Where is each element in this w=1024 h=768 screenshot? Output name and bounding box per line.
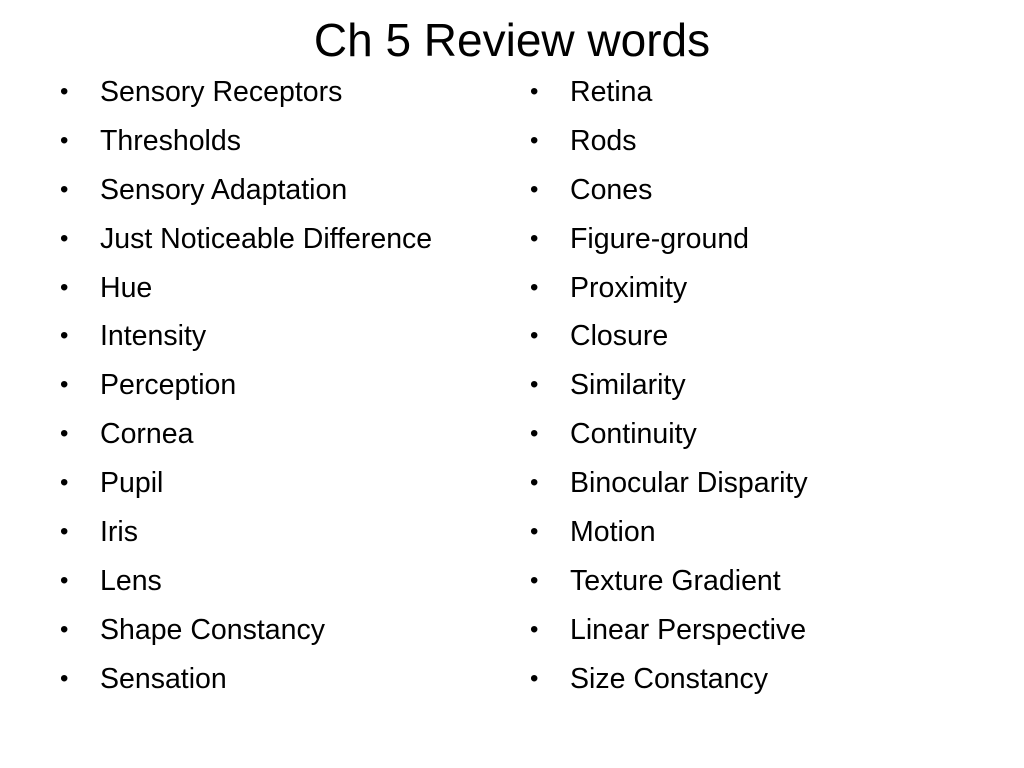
list-item-label: Sensation [100,662,227,695]
bullet-icon: • [60,322,69,350]
bullet-icon: • [530,371,539,399]
list-item-label: Rods [570,124,637,157]
list-item [530,117,980,166]
bullet-icon: • [530,224,539,252]
list-item [60,361,510,410]
list-item-label: Texture Gradient [570,564,781,597]
list-item-label: Size Constancy [570,662,769,695]
list-item [530,361,980,410]
list-item [60,410,510,459]
bullet-icon: • [60,224,69,252]
list-item-label: Intensity [100,320,207,353]
list-item [60,606,510,655]
list-item-label: Proximity [570,271,688,304]
list-item [60,312,510,361]
list-item [530,606,980,655]
bullet-icon: • [530,175,539,203]
bullet-icon: • [60,615,69,643]
bullet-icon: • [60,664,69,692]
list-item [530,264,980,313]
slide-title: Ch 5 Review words [313,14,711,66]
bullet-icon: • [60,518,69,546]
list-item [530,215,980,264]
bullet-icon: • [60,175,69,203]
bullet-icon: • [530,615,539,643]
list-item [60,215,510,264]
list-item-label: Thresholds [100,124,241,157]
list-item-label: Linear Perspective [570,613,807,646]
list-item [530,459,980,508]
list-item-label: Cornea [100,418,194,451]
list-item [530,557,980,606]
list-item [60,557,510,606]
bullet-icon: • [530,518,539,546]
list-item-label: Perception [100,369,237,402]
list-item-label: Lens [100,564,162,597]
list-item-label: Closure [570,320,669,353]
list-item [530,68,980,117]
list-item-label: Retina [570,76,653,108]
list-item-label: Cones [570,173,653,206]
list-item-label: Iris [100,516,138,549]
list-item-label: Sensory Receptors [100,76,343,108]
list-item [60,655,510,704]
list-item [530,655,980,704]
bullet-icon: • [60,566,69,594]
list-item-label: Pupil [100,467,164,500]
bullet-icon: • [530,78,539,105]
list-item [530,508,980,557]
list-item [60,508,510,557]
list-item [60,68,510,117]
list-item-label: Similarity [570,369,686,402]
left-bullet-list [60,68,510,704]
list-item-label: Just Noticeable Difference [100,222,433,255]
list-item [530,312,980,361]
list-item-label: Shape Constancy [100,613,325,646]
list-item-label: Sensory Adaptation [100,173,348,206]
bullet-icon: • [60,273,69,301]
bullet-icon: • [530,469,539,497]
list-item [530,410,980,459]
list-item [60,459,510,508]
bullet-icon: • [60,371,69,399]
bullet-icon: • [530,126,539,154]
bullet-icon: • [530,420,539,448]
bullet-icon: • [60,126,69,154]
bullet-icon: • [530,322,539,350]
right-bullet-list [530,68,980,704]
list-item [60,264,510,313]
list-item-label: Motion [570,516,656,549]
bullet-icon: • [60,469,69,497]
bullet-icon: • [530,273,539,301]
bullet-icon: • [60,78,69,105]
list-item-label: Figure-ground [570,222,750,255]
list-item [60,117,510,166]
list-item-label: Continuity [570,418,697,451]
bullet-icon: • [530,664,539,692]
list-item-label: Hue [100,271,153,304]
bullet-icon: • [530,566,539,594]
list-item [60,166,510,215]
list-item [530,166,980,215]
bullet-icon: • [60,420,69,448]
list-item-label: Binocular Disparity [570,467,808,500]
